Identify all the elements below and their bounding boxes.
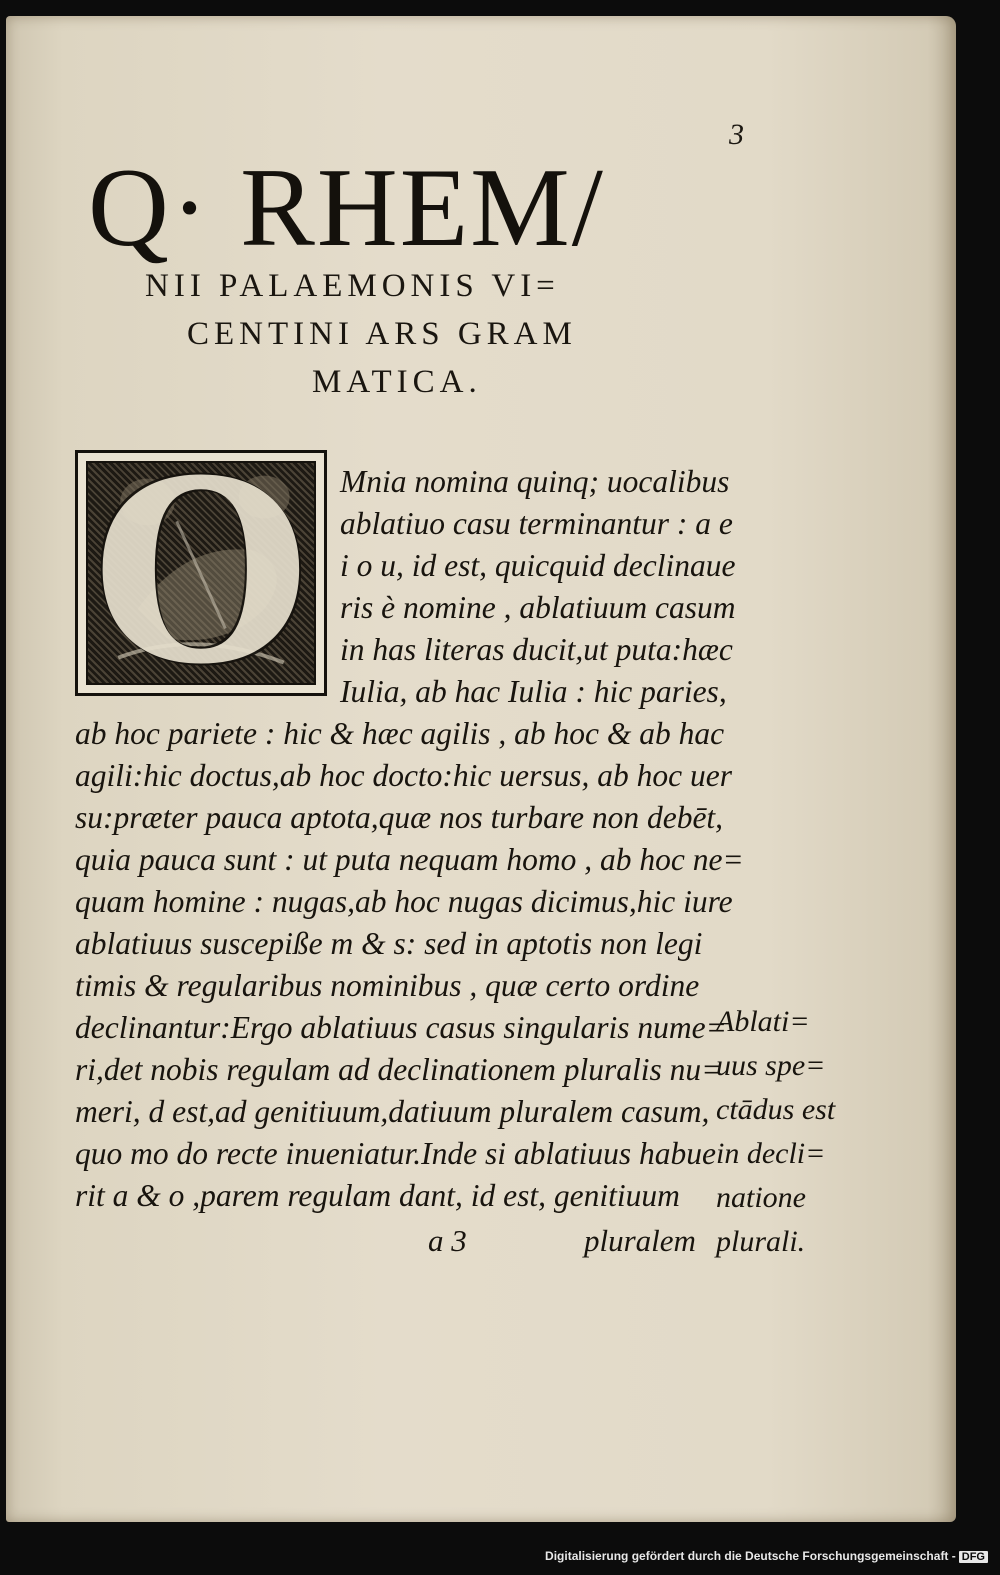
funding-footer (545, 1549, 988, 1563)
text-line: agili:hic doctus,ab hoc docto:hic uersus, ab hoc uer (75, 758, 733, 793)
title-line-4: MATICA. (312, 364, 482, 400)
text-line: ab hoc pariete : hic & hæc agilis , ab hoc & ab hac (75, 716, 725, 751)
initial-letter: O (92, 461, 310, 685)
margin-note-line: ctādus est (716, 1093, 836, 1126)
text-line: Mnia nomina quinq; uocalibus (340, 464, 730, 499)
text-line: quo mo do recte inueniatur.Inde si ablatiuus habue (75, 1136, 717, 1171)
dfg-logo: DFG (959, 1551, 988, 1563)
text-line: ablatiuus suscepiße m & s: sed in aptotis non legi (75, 926, 703, 961)
title-line-2: NII PALAEMONIS VI= (145, 268, 560, 304)
title-line-1: Q· RHEM/ (88, 146, 605, 270)
text-line: quam homine : nugas,ab hoc nugas dicimus,hic iure (75, 884, 733, 919)
title-line-3: CENTINI ARS GRAM (187, 316, 577, 352)
margin-note-line: natione (716, 1181, 806, 1214)
text-line: meri, d est,ad genitiuum,datiuum pluralem casum, (75, 1094, 710, 1129)
margin-note-line: plurali. (716, 1225, 806, 1258)
text-line: declinantur:Ergo ablatiuus casus singularis nume= (75, 1010, 727, 1045)
margin-note-line: in decli= (716, 1137, 826, 1170)
text-line: Iulia, ab hac Iulia : hic paries, (340, 674, 727, 709)
text-line: su:præter pauca aptota,quæ nos turbare non debēt, (75, 800, 724, 835)
text-line: ri,det nobis regulam ad declinationem pluralis nu= (75, 1052, 723, 1087)
text-block-narrow (340, 461, 735, 713)
footer-text: Digitalisierung gefördert durch die Deutsche Forschungsgemeinschaft - (545, 1549, 956, 1563)
text-line: rit a & o ,parem regulam dant, id est, genitiuum (75, 1178, 680, 1213)
woodcut-background (86, 461, 316, 685)
text-line: ris è nomine , ablatiuum casum (340, 590, 736, 625)
catchword: pluralem (584, 1223, 696, 1258)
text-line: ablatiuo casu terminantur : a e (340, 506, 733, 541)
text-block-wide (75, 713, 744, 1217)
signature-mark: a 3 (428, 1223, 467, 1258)
text-line: quia pauca sunt : ut puta nequam homo , ab hoc ne= (75, 842, 744, 877)
text-line: in has literas ducit,ut puta:hæc (340, 632, 733, 667)
decorated-initial (75, 450, 327, 696)
text-line: i o u, id est, quicquid declinaue (340, 548, 736, 583)
margin-note-line: uus spe= (716, 1049, 826, 1082)
margin-note (716, 1000, 835, 1264)
text-line: timis & regularibus nominibus , quæ certo ordine (75, 968, 700, 1003)
margin-note-line: Ablati= (716, 1005, 810, 1038)
page-number: 3 (729, 118, 744, 151)
